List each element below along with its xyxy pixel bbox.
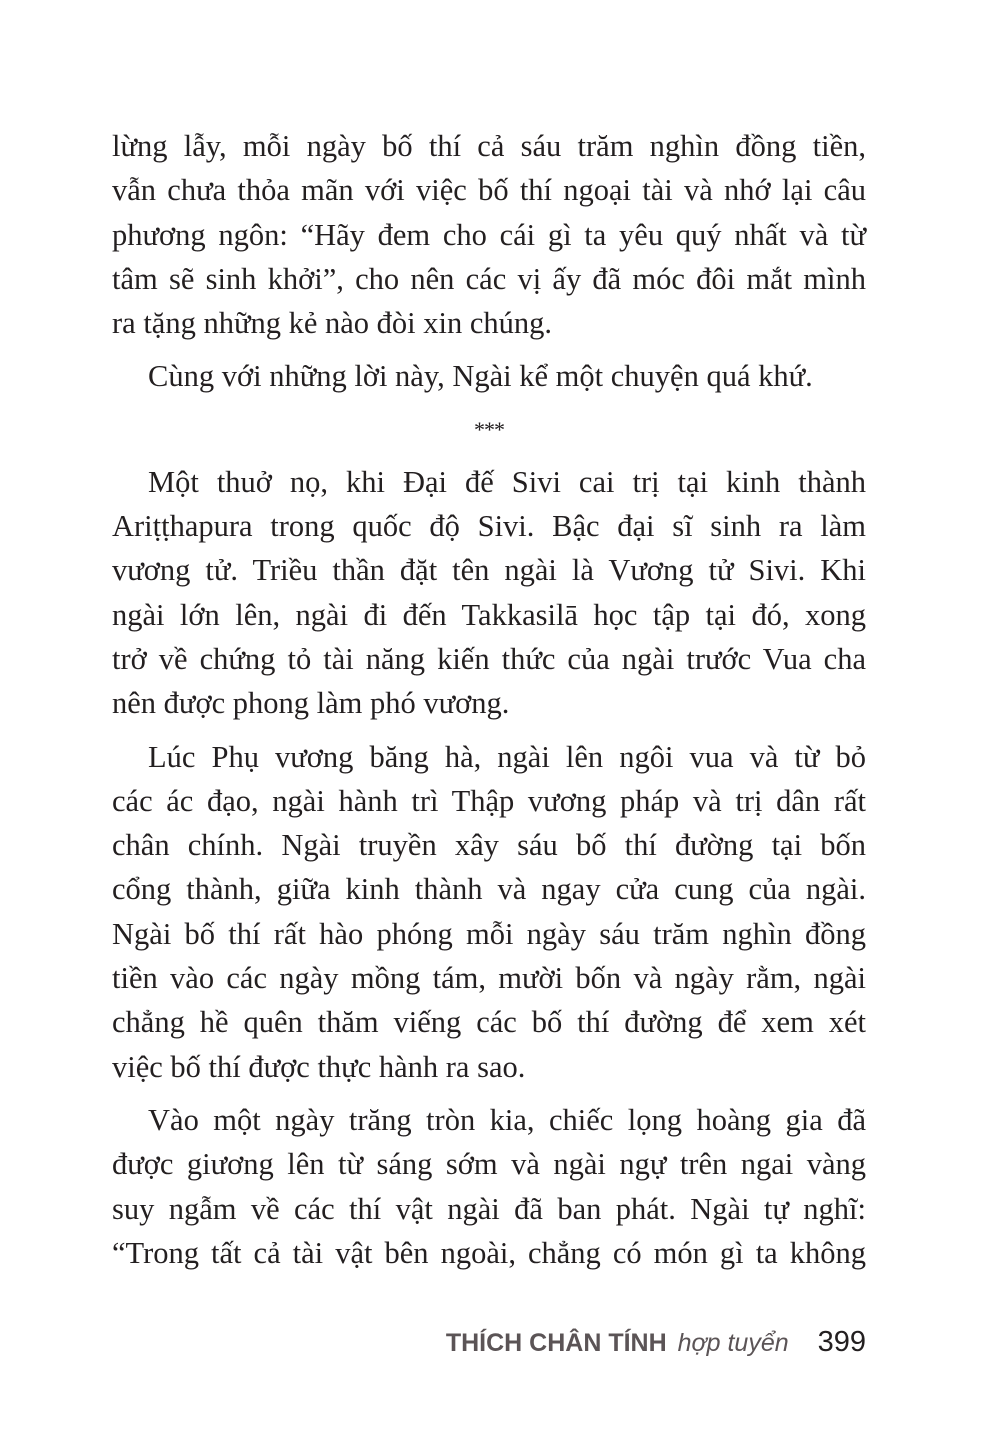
text-line: việc bố thí được thực hành ra sao. <box>112 1049 526 1084</box>
story-paragraph-2 <box>112 735 866 1089</box>
text-line: Lúc Phụ vương băng hà, ngài lên ngôi vua và từ bỏ <box>148 739 866 774</box>
text-line: các ác đạo, ngài hành trì Thập vương pháp và trị dân rất <box>112 783 866 818</box>
paragraph-1 <box>112 124 866 345</box>
footer-subtitle: hợp tuyển <box>677 1329 789 1357</box>
text-line: Một thuở nọ, khi Đại đế Sivi cai trị tại kinh thành <box>148 464 866 499</box>
text-line: ngài lớn lên, ngài đi đến Takkasilā học tập tại đó, xong <box>112 597 866 632</box>
text-line: nên được phong làm phó vương. <box>112 686 510 721</box>
text-line: Vào một ngày trăng tròn kia, chiếc lọng hoàng gia đã <box>148 1102 866 1137</box>
text-line: vẫn chưa thỏa mãn với việc bố thí ngoại tài và nhớ lại câu <box>112 173 866 208</box>
story-paragraph-3 <box>112 1098 866 1275</box>
text-line: lừng lẫy, mỗi ngày bố thí cả sáu trăm nghìn đồng tiền, <box>112 129 866 163</box>
story-paragraph-1 <box>112 460 866 726</box>
footer-author: THÍCH CHÂN TÍNH <box>445 1329 667 1357</box>
text-line: tâm sẽ sinh khởi”, cho nên các vị ấy đã móc đôi mắt mình <box>112 261 866 296</box>
text-line: suy ngẫm về các thí vật ngài đã ban phát. Ngài tự nghĩ: <box>112 1191 866 1226</box>
text-line: chẳng hề quên thăm viếng các bố thí đường để xem xét <box>112 1005 866 1040</box>
page-body <box>112 124 866 1284</box>
page-footer <box>446 1326 866 1359</box>
text-line: cổng thành, giữa kinh thành và ngay cửa cung của ngài. <box>112 872 866 907</box>
text-line: “Trong tất cả tài vật bên ngoài, chẳng có món gì ta không <box>112 1235 866 1270</box>
text-line: Cùng với những lời này, Ngài kể một chuyện quá khứ. <box>148 359 813 394</box>
text-line: trở về chứng tỏ tài năng kiến thức của ngài trước Vua cha <box>112 641 866 676</box>
text-line: ra tặng những kẻ nào đòi xin chúng. <box>112 306 553 341</box>
text-line: được giương lên từ sáng sớm và ngài ngự trên ngai vàng <box>112 1147 866 1182</box>
paragraph-2 <box>112 354 866 398</box>
text-line: Ngài bố thí rất hào phóng mỗi ngày sáu trăm nghìn đồng <box>112 916 866 951</box>
text-line: Ariṭṭhapura trong quốc độ Sivi. Bậc đại sĩ sinh ra làm <box>112 509 866 544</box>
text-line: phương ngôn: “Hãy đem cho cái gì ta yêu quý nhất và từ <box>112 217 866 252</box>
text-line: vương tử. Triều thần đặt tên ngài là Vương tử Sivi. Khi <box>112 553 866 588</box>
section-separator: *** <box>474 416 504 442</box>
page-number: 399 <box>817 1326 866 1358</box>
text-line: tiền vào các ngày mồng tám, mười bốn và ngày rằm, ngài <box>112 961 866 996</box>
text-line: chân chính. Ngài truyền xây sáu bố thí đường tại bốn <box>112 828 866 863</box>
